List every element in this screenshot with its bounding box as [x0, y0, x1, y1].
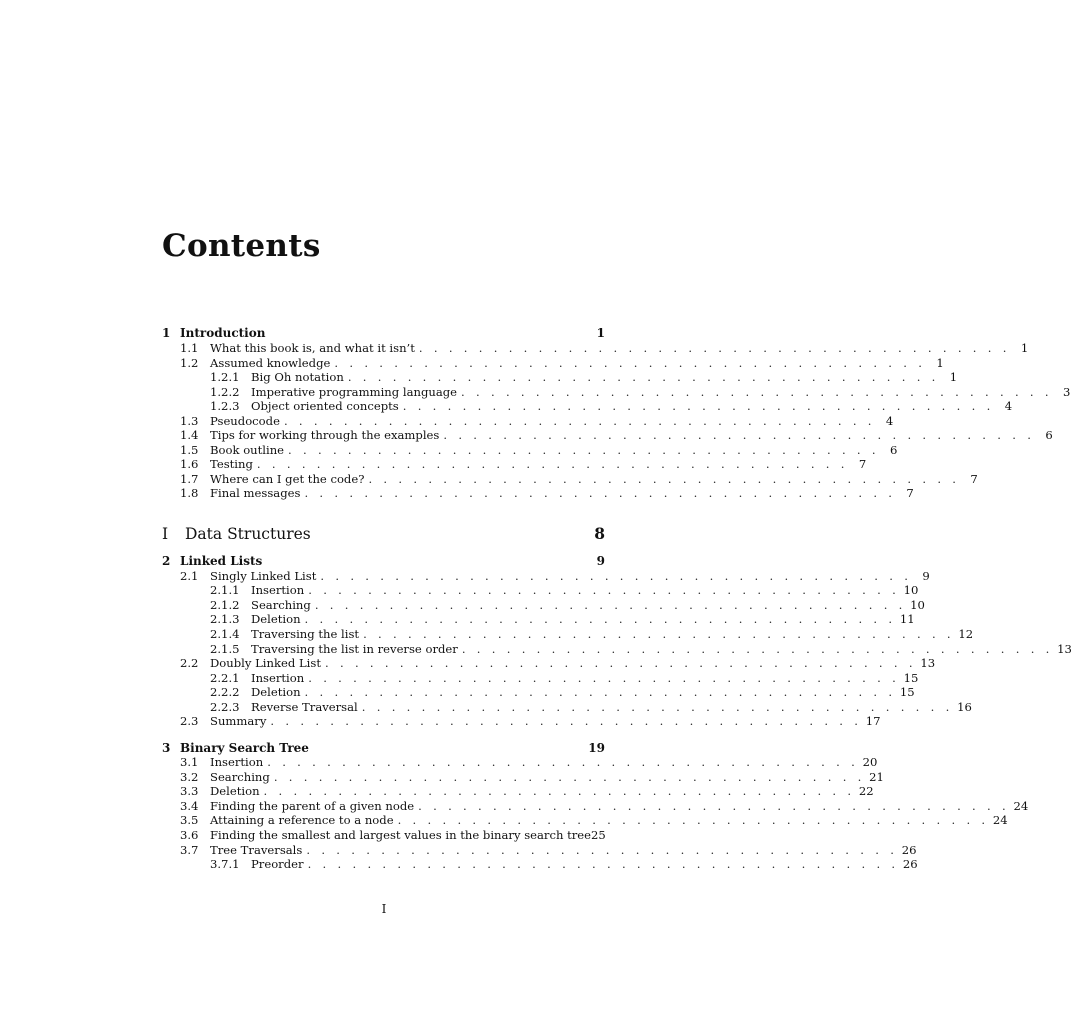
dot-leader: . . . . . . . . . . . . . . . . . . . . . . . . . . . . . . . . . . . . . . . . [304, 685, 896, 699]
entry-page: 3 [1063, 385, 1071, 399]
entry-page: 13 [1057, 642, 1072, 656]
entry-title: Assumed knowledge [210, 356, 331, 370]
dot-leader: . . . . . . . . . . . . . . . . . . . . . . . . . . . . . . . . . . . . . . . . [461, 642, 1054, 656]
entry-title: Deletion [251, 685, 301, 699]
dot-leader: . . . . . . . . . . . . . . . . . . . . . . . . . . . . . . . . . . . . . . . . [347, 370, 940, 384]
entry-number: 2.1 [180, 569, 199, 583]
entry-title: Searching [251, 598, 311, 612]
entry-title: Tips for working through the examples [210, 428, 440, 442]
dot-leader: . . . . . . . . . . . . . . . . . . . . . . . . . . . . . . . . . . . . . . . . [443, 428, 1035, 442]
entry-title: Deletion [210, 784, 260, 798]
entry-number: 3.4 [180, 799, 199, 813]
entry-number: 3.7 [180, 843, 199, 857]
entry-page: 1 [936, 356, 944, 370]
dot-leader: . . . . . . . . . . . . . . . . . . . . . . . . . . . . . . . . . . . . . . . . [363, 627, 955, 641]
entry-number: 3.2 [180, 770, 199, 784]
entry-title: Where can I get the code? [210, 472, 365, 486]
entry-number: 1.2.3 [210, 399, 240, 413]
entry-title: Attaining a reference to a node [210, 813, 394, 827]
dot-leader: . . . . . . . . . . . . . . . . . . . . . . . . . . . . . . . . . . . . . . . . [273, 770, 866, 784]
entry-number: 3.6 [180, 828, 199, 842]
entry-number: 1.1 [180, 341, 199, 355]
toc-entry-2-2-2[interactable] [210, 684, 915, 700]
entry-page: 16 [957, 700, 972, 714]
toc-entry-1-4[interactable] [180, 427, 1053, 443]
dot-leader: . . . . . . . . . . . . . . . . . . . . . . . . . . . . . . . . . . . . . . . . [270, 714, 862, 728]
dot-leader: . . . . . . . . . . . . . . . . . . . . . . . . . . . . . . . . . . . . . . . . [288, 443, 880, 457]
entry-number: 2.1.4 [210, 627, 240, 641]
dot-leader: . . . . . . . . . . . . . . . . . . . . . . . . . . . . . . . . . . . . . . . . [361, 700, 954, 714]
entry-page: 15 [903, 671, 919, 685]
toc-entry-3-1[interactable] [180, 754, 878, 770]
part-page: 8 [594, 524, 605, 543]
entry-page: 6 [1045, 428, 1053, 442]
entry-page: 4 [885, 414, 894, 428]
dot-leader: . . . . . . . . . . . . . . . . . . . . . . . . . . . . . . . . . . . . . . . . [320, 569, 912, 583]
entry-title: Summary [210, 714, 267, 728]
toc-chapter-2[interactable] [162, 553, 605, 569]
entry-title: Big Oh notation [251, 370, 344, 384]
entry-page: 26 [902, 857, 918, 871]
entry-page: 10 [910, 598, 925, 612]
toc-entry-3-7-1[interactable] [210, 856, 918, 872]
entry-number: 2.2 [180, 656, 199, 670]
entry-title: Deletion [251, 612, 301, 626]
entry-page: 6 [890, 443, 898, 457]
dot-leader: . . . . . . . . . . . . . . . . . . . . . . . . . . . . . . . . . . . . . . . . [307, 857, 899, 871]
entry-page: 17 [865, 714, 881, 728]
entry-number: 3.5 [180, 813, 199, 827]
entry-page: 1 [1020, 341, 1029, 355]
toc-chapter-1[interactable] [162, 325, 605, 341]
dot-leader: . . . . . . . . . . . . . . . . . . . . . . . . . . . . . . . . . . . . . . . . [283, 414, 876, 428]
dot-leader: . . . . . . . . . . . . . . . . . . . . . . . . . . . . . . . . . . . . . . . . [418, 799, 1010, 813]
entry-number: 2.1.5 [210, 642, 240, 656]
entry-page: 9 [922, 569, 930, 583]
entry-title: Preorder [251, 857, 304, 871]
toc-entry-3-6[interactable] [180, 827, 605, 843]
entry-page: 25 [591, 828, 606, 842]
dot-leader: . . . . . . . . . . . . . . . . . . . . . . . . . . . . . . . . . . . . . . . . [418, 341, 1011, 355]
entry-page: 26 [901, 843, 917, 857]
entry-title: Traversing the list [251, 627, 360, 641]
entry-page: 15 [899, 685, 915, 699]
toc-entry-1-8[interactable] [180, 485, 914, 501]
entry-number: 3.7.1 [210, 857, 240, 871]
entry-title: Reverse Traversal [251, 700, 358, 714]
toc-part-1[interactable] [162, 523, 605, 545]
entry-number: 2.2.3 [210, 700, 240, 714]
entry-number: 1.3 [180, 414, 199, 428]
entry-number: 2.2.2 [210, 685, 240, 699]
toc-entry-3-3[interactable] [180, 783, 874, 799]
chapter-number: 1 [162, 326, 171, 340]
toc-entry-1-2-1[interactable] [210, 369, 958, 385]
entry-title: Insertion [210, 755, 264, 769]
entry-page: 7 [906, 486, 914, 500]
entry-title: Insertion [251, 583, 305, 597]
chapter-title: Binary Search Tree [180, 741, 309, 755]
dot-leader: . . . . . . . . . . . . . . . . . . . . . . . . . . . . . . . . . . . . . . . . [263, 784, 855, 798]
dot-leader: . . . . . . . . . . . . . . . . . . . . . . . . . . . . . . . . . . . . . . . . [308, 583, 900, 597]
chapter-title: Linked Lists [180, 554, 263, 568]
dot-leader: . . . . . . . . . . . . . . . . . . . . . . . . . . . . . . . . . . . . . . . . [267, 755, 859, 769]
chapter-page: 1 [596, 326, 605, 340]
entry-number: 2.1.2 [210, 598, 240, 612]
toc-entry-2-1-1[interactable] [210, 582, 919, 598]
entry-number: 2.1.1 [210, 583, 240, 597]
entry-title: What this book is, and what it isn’t [210, 341, 415, 355]
toc-entry-1-1[interactable] [180, 340, 1029, 356]
entry-title: Doubly Linked List [210, 656, 321, 670]
entry-page: 12 [958, 627, 974, 641]
dot-leader: . . . . . . . . . . . . . . . . . . . . . . . . . . . . . . . . . . . . . . . . [461, 385, 1053, 399]
entry-number: 3.3 [180, 784, 199, 798]
part-title: Data Structures [185, 525, 311, 543]
entry-page: 21 [869, 770, 884, 784]
entry-page: 13 [920, 656, 936, 670]
entry-page: 1 [949, 370, 958, 384]
toc-entry-2-2[interactable] [180, 655, 936, 671]
dot-leader: . . . . . . . . . . . . . . . . . . . . . . . . . . . . . . . . . . . . . . . . [325, 656, 917, 670]
entry-title: Finding the smallest and largest values in the binary search tree [210, 828, 592, 842]
entry-title: Imperative programming language [251, 385, 458, 399]
dot-leader: . . . . . . . . . . . . . . . . . . . . . . . . . . . . . . . . . . . . . . . . [304, 612, 896, 626]
dot-leader: . . . . . . . . . . . . . . . . . . . . . . . . . . . . . . . . . . . . . . . . [256, 457, 849, 471]
toc-entry-2-1-3[interactable] [210, 611, 915, 627]
entry-page: 22 [858, 784, 874, 798]
entry-title: Object oriented concepts [251, 399, 399, 413]
entry-title: Testing [210, 457, 253, 471]
chapter-number: 3 [162, 741, 171, 755]
entry-page: 20 [862, 755, 878, 769]
entry-title: Final messages [210, 486, 301, 500]
entry-title: Insertion [251, 671, 305, 685]
chapter-title: Introduction [180, 326, 266, 340]
entry-title: Tree Traversals [210, 843, 303, 857]
entry-title: Traversing the list in reverse order [251, 642, 458, 656]
entry-number: 1.7 [180, 472, 199, 486]
entry-page: 24 [992, 813, 1008, 827]
entry-number: 2.1.3 [210, 612, 240, 626]
part-number: I [162, 525, 169, 543]
dot-leader: . . . . . . . . . . . . . . . . . . . . . . . . . . . . . . . . . . . . . . . . [304, 486, 896, 500]
entry-page: 7 [858, 457, 867, 471]
entry-page: 7 [970, 472, 978, 486]
entry-number: 1.4 [180, 428, 199, 442]
entry-title: Pseudocode [210, 414, 280, 428]
dot-leader: . . . . . . . . . . . . . . . . . . . . . . . . . . . . . . . . . . . . . . . . [334, 356, 926, 370]
dot-leader: . . . . . . . . . . . . . . . . . . . . . . . . . . . . . . . . . . . . . . . . [308, 671, 900, 685]
entry-number: 2.3 [180, 714, 199, 728]
chapter-number: 2 [162, 554, 171, 568]
dot-leader: . . . . . . . . . . . . . . . . . . . . . . . . . . . . . . . . . . . . . . . . [368, 472, 960, 486]
entry-number: 2.2.1 [210, 671, 240, 685]
entry-number: 1.6 [180, 457, 199, 471]
toc-entry-1-6[interactable] [180, 456, 867, 472]
entry-page: 24 [1013, 799, 1029, 813]
entry-page: 10 [903, 583, 919, 597]
entry-number: 1.2.2 [210, 385, 240, 399]
toc-entry-3-5[interactable] [180, 812, 1008, 828]
dot-leader: . . . . . . . . . . . . . . . . . . . . . . . . . . . . . . . . . . . . . . . . [306, 843, 898, 857]
entry-number: 1.8 [180, 486, 199, 500]
entry-title: Finding the parent of a given node [210, 799, 415, 813]
page-number: I [381, 902, 387, 916]
dot-leader: . . . . . . . . . . . . . . . . . . . . . . . . . . . . . . . . . . . . . . . . [397, 813, 989, 827]
entry-page: 11 [899, 612, 915, 626]
page-title: Contents [162, 228, 321, 264]
entry-title: Singly Linked List [210, 569, 317, 583]
chapter-page: 19 [588, 741, 605, 755]
dot-leader: . . . . . . . . . . . . . . . . . . . . . . . . . . . . . . . . . . . . . . . . [402, 399, 995, 413]
toc-entry-2-3[interactable] [180, 713, 881, 729]
chapter-page: 9 [596, 554, 605, 568]
dot-leader: . . . . . . . . . . . . . . . . . . . . . . . . . . . . . . . . . . . . . . . . [314, 598, 907, 612]
entry-number: 1.2.1 [210, 370, 240, 384]
entry-title: Book outline [210, 443, 285, 457]
toc-entry-2-1-4[interactable] [210, 626, 974, 642]
toc-entry-1-2-3[interactable] [210, 398, 1013, 414]
entry-number: 3.1 [180, 755, 199, 769]
entry-number: 1.5 [180, 443, 199, 457]
entry-title: Searching [210, 770, 270, 784]
entry-page: 4 [1004, 399, 1013, 413]
entry-number: 1.2 [180, 356, 199, 370]
